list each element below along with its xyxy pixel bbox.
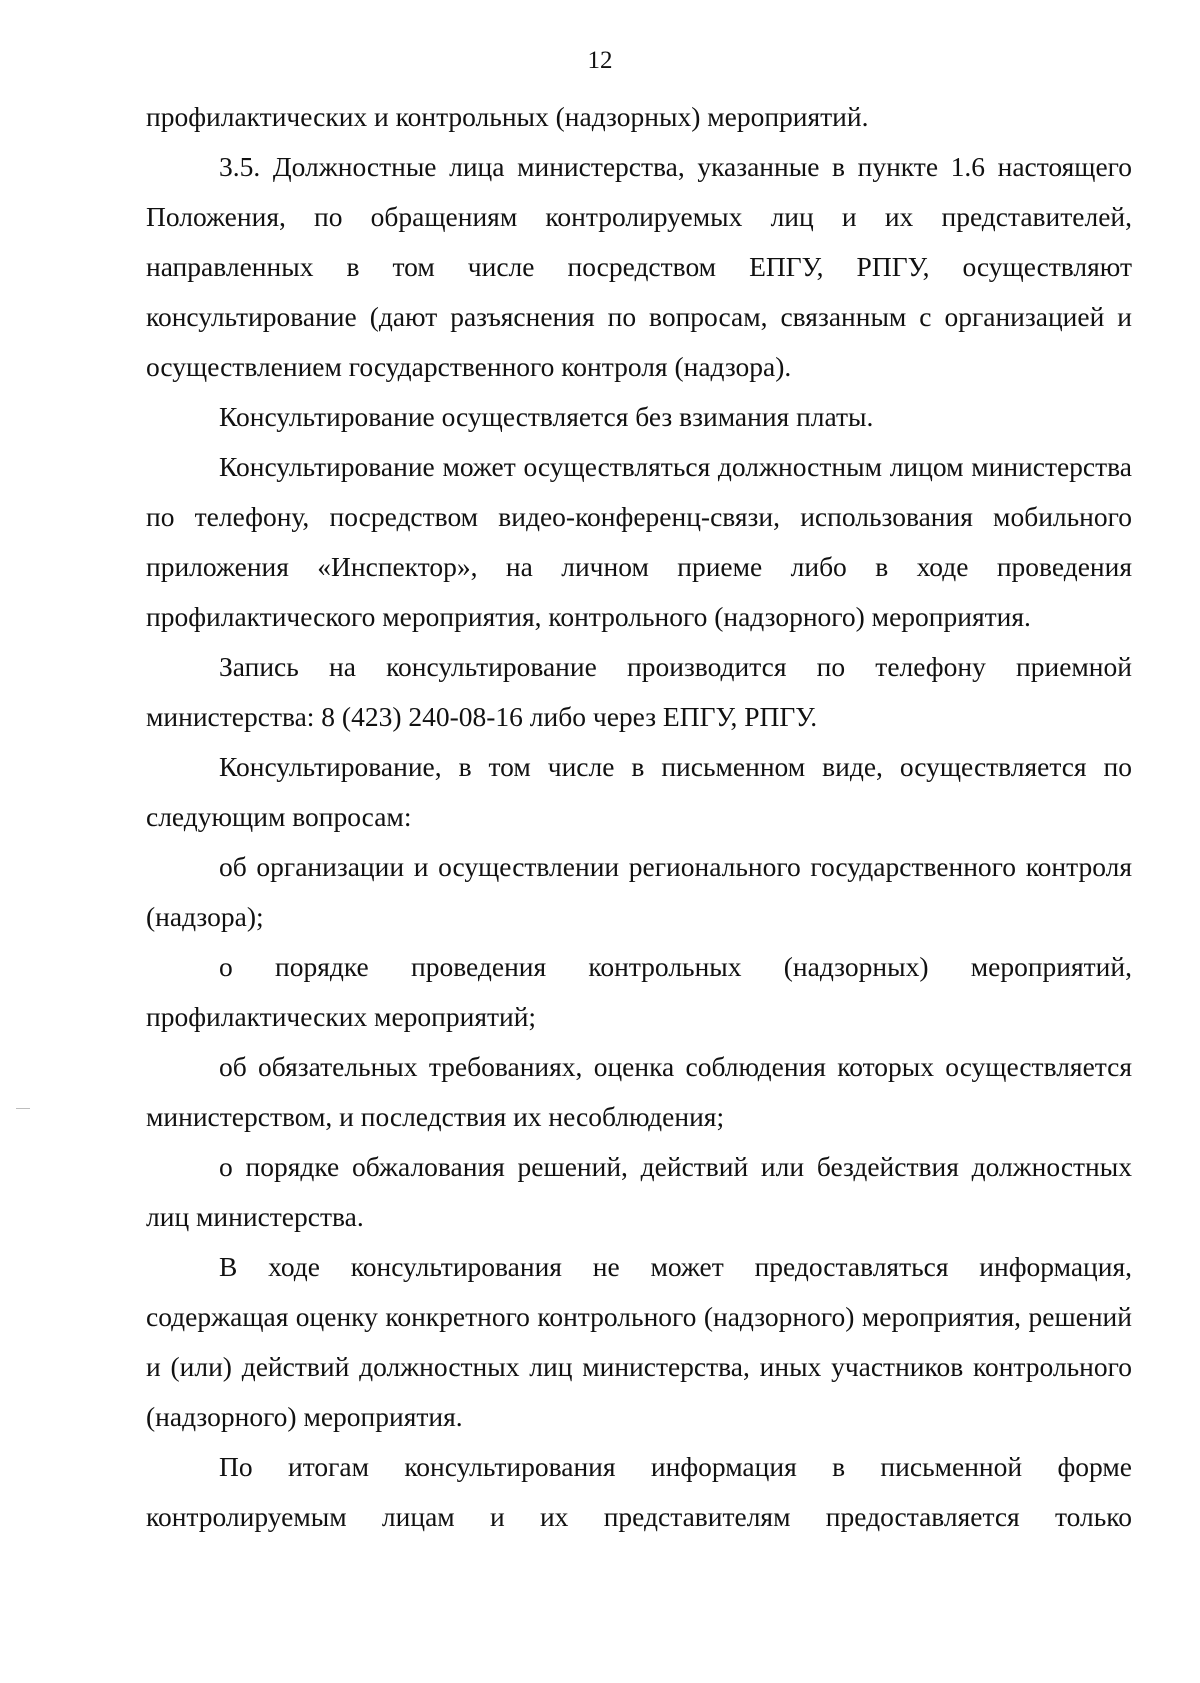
list-item-mandatory-requirements: об обязательных требованиях, оценка соблюдения которых осуществляется министерством, и последствия их несоблюдения;: [146, 1051, 1132, 1132]
paragraph-3-5-consultation-officials: 3.5. Должностные лица министерства, указанные в пункте 1.6 настоящего Положения, по обращениям контролируемых лиц и их представителей, направленных в том числе посредством ЕПГУ, РПГУ, осуществляют консультирование (дают разъяснения по вопросам, связанным с организацией и осуществлением государственного контроля (надзора).: [146, 151, 1132, 382]
list-item-procedure-of-measures: о порядке проведения контрольных (надзорных) мероприятий, профилактических мероприятий;: [146, 951, 1132, 1032]
paragraph-continuation: профилактических и контрольных (надзорных) мероприятий.: [146, 101, 869, 132]
scan-artifact-mark: [16, 1108, 30, 1109]
paragraph-consultation-topics-intro: Консультирование, в том числе в письменном виде, осуществляется по следующим вопросам:: [146, 751, 1132, 832]
paragraph-written-form-results: По итогам консультирования информация в письменной форме контролируемым лицам и их представителям предоставляется только: [146, 1451, 1132, 1532]
list-item-organization-of-control: об организации и осуществлении регионального государственного контроля (надзора);: [146, 851, 1132, 932]
paragraph-information-restrictions: В ходе консультирования не может предоставляться информация, содержащая оценку конкретного контрольного (надзорного) мероприятия, решений и (или) действий должностных лиц министерства, иных участников контрольного (надзорного) мероприятия.: [146, 1251, 1132, 1432]
document-body: [146, 92, 1132, 1542]
paragraph-free-of-charge: Консультирование осуществляется без взимания платы.: [219, 401, 874, 432]
page-number: 12: [587, 47, 613, 74]
list-item-appeal-procedure: о порядке обжалования решений, действий или бездействия должностных лиц министерства.: [146, 1151, 1132, 1232]
paragraph-appointment-phone: Запись на консультирование производится по телефону приемной министерства: 8 (423) 240-08-16 либо через ЕПГУ, РПГУ.: [146, 651, 1132, 732]
paragraph-consultation-methods: Консультирование может осуществляться должностным лицом министерства по телефону, посредством видео-конференц-связи, использования мобильного приложения «Инспектор», на личном приеме либо в ходе проведения профилактического мероприятия, контрольного (надзорного) мероприятия.: [146, 451, 1132, 632]
